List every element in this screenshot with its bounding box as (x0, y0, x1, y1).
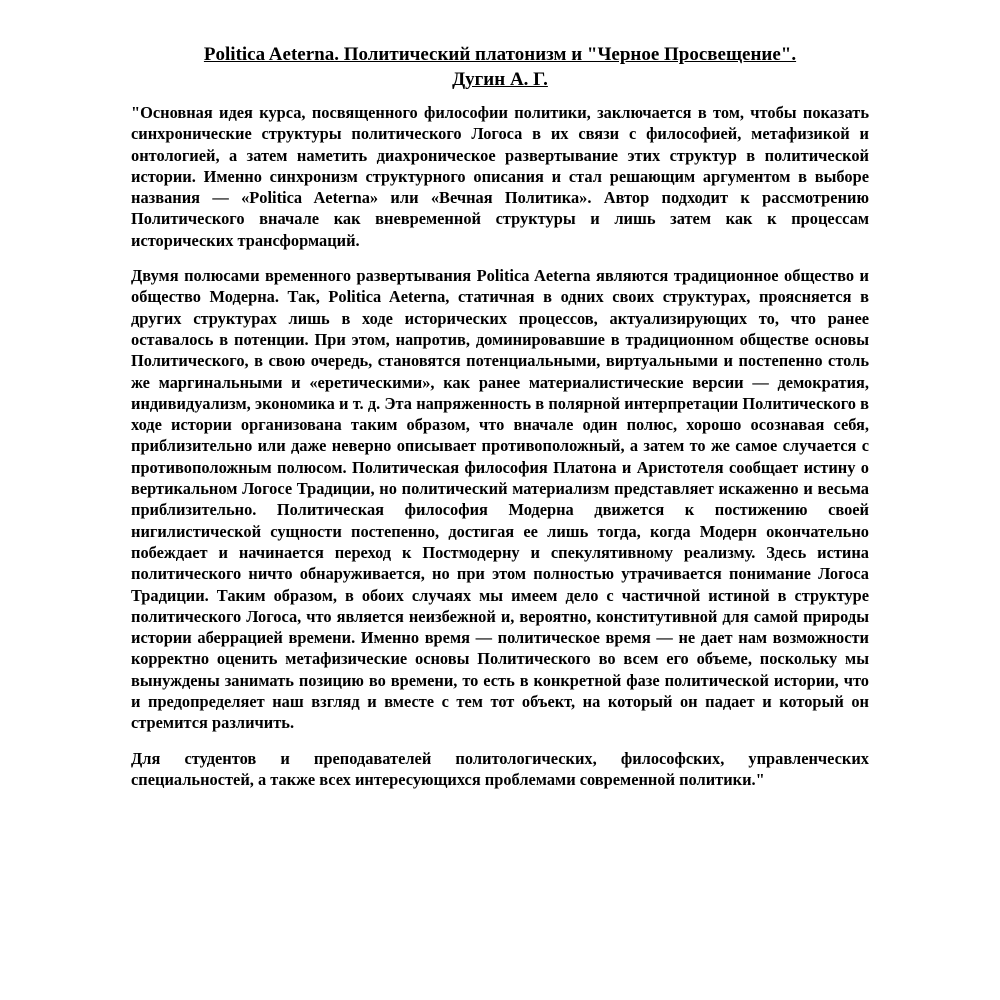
description-paragraph-1: "Основная идея курса, посвященного философии политики, заключается в том, чтобы показать синхронические структуры политического Логоса в их связи с философией, метафизикой и онтологией, а затем наметить диахроническое развертывание этих структур в политической истории. Именно синхронизм структурного описания и стал решающим аргументом в выборе названия — «Politica Aeterna» или «Вечная Политика». Автор подходит к рассмотрению Политического вначале как вневременной структуры и лишь затем как к процессам исторических трансформаций. (131, 103, 869, 250)
description-paragraph-2: Двумя полюсами временного развертывания Politica Aeterna являются традиционное общество и общество Модерна. Так, Politica Aeterna, статичная в одних своих структурах, проясняется в других структурах лишь в ходе исторических процессов, актуализирующих то, что ранее оставалось в потенции. При этом, напротив, доминировавшие в традиционном обществе основы Политического, в свою очередь, становятся потенциальными, виртуальными и постепенно столь же маргинальными и «еретическими», как ранее материалистические версии — демократия, индивидуализм, экономика и т. д. Эта напряженность в полярной интерпретации Политического в ходе истории организована таким образом, что вначале один полюс, хорошо осознавая себя, приблизительно или даже неверно описывает противоположный, а затем то же самое случается с противоположным полюсом. Политическая философия Платона и Аристотеля сообщает истину о вертикальном Логосе Традиции, но политический материализм представляет искаженно и весьма приблизительно. Политическая философия Модерна движется к постижению своей нигилистической сущности постепенно, достигая ее лишь тогда, когда Модерн окончательно побеждает и начинается переход к Постмодерну и спекулятивному реализму. Здесь истина политического ничто обнаруживается, но при этом полностью утрачивается понимание Логоса Традиции. Таким образом, в обоих случаях мы имеем дело с частичной истиной в структуре политического Логоса, что является неизбежной и, вероятно, конститутивной для самой природы истории аберрацией времени. Именно время — политическое время — не дает нам возможности корректно оценить метафизические основы Политического во всем его объеме, поскольку мы вынуждены занимать позицию во времени, то есть в конкретной фазе политической истории, что и предопределяет наш взгляд и вместе с тем тот объект, на который он падает и который он стремится различить. (131, 266, 869, 733)
book-author: Дугин А. Г. (452, 69, 548, 90)
book-title: Politica Aeterna. Политический платонизм и "Черное Просвещение". (203, 44, 797, 65)
document-title (121, 42, 879, 92)
description-paragraph-3: Для студентов и преподавателей политологических, философских, управленческих специальностей, а также всех интересующихся проблемами современной политики." (131, 748, 869, 789)
